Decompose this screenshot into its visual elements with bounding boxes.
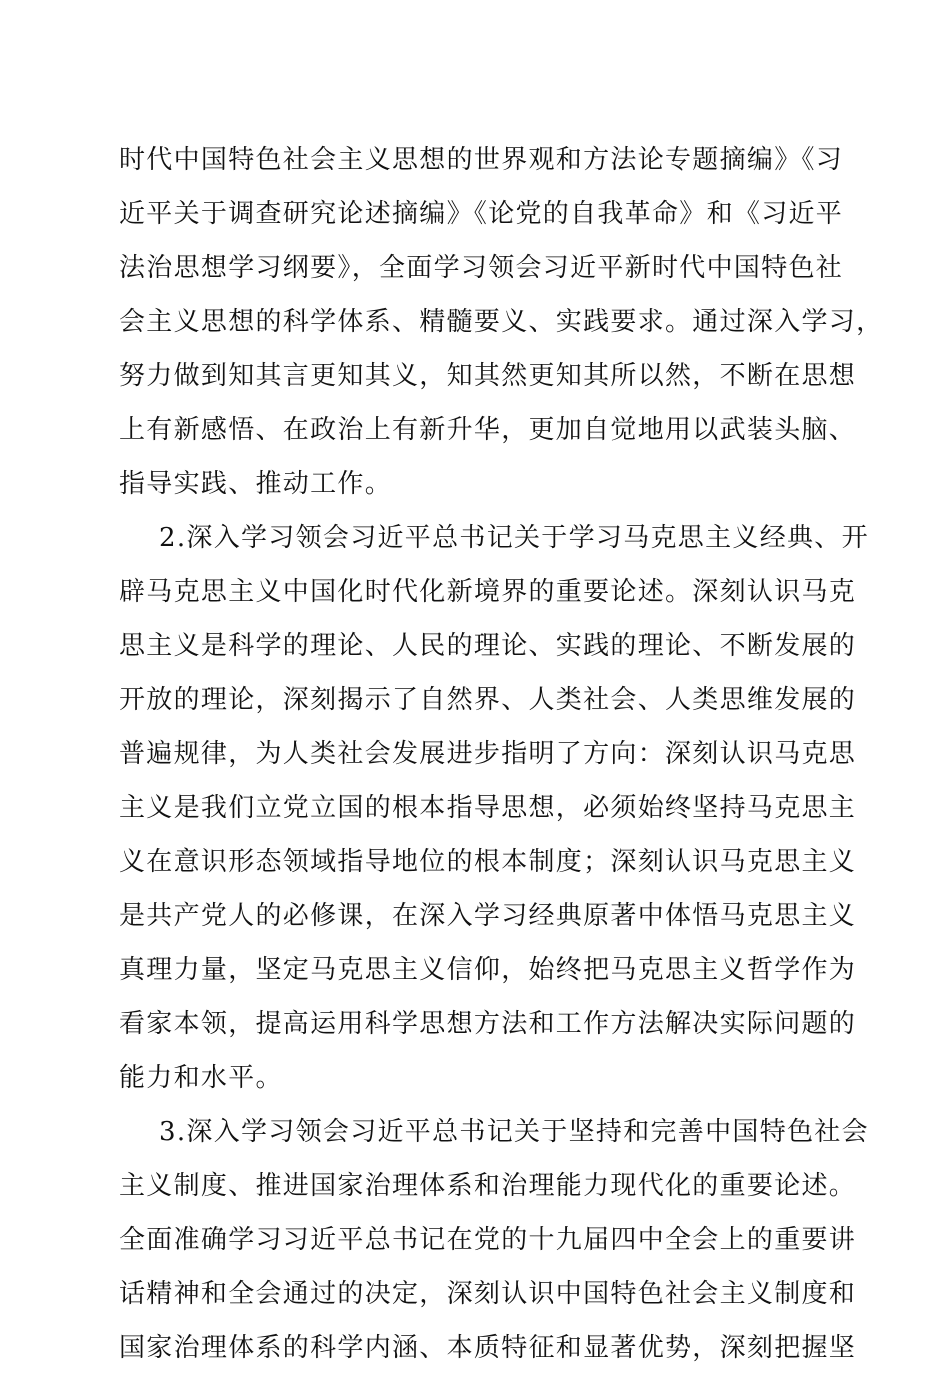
paragraph-3-start: 3.深入学习领会习近平总书记关于坚持和完善中国特色社会 — [159, 1117, 869, 1147]
text-line: 近平关于调查研究论述摘编》《论党的自我革命》和《习近平 — [119, 199, 844, 229]
text-line: 主义制度、推进国家治理体系和治理能力现代化的重要论述。 — [119, 1171, 857, 1201]
text-line: 辟马克思主义中国化时代化新境界的重要论述。深刻认识马克 — [119, 577, 857, 607]
text-line: 指导实践、推动工作。 — [119, 469, 393, 499]
text-line: 义在意识形态领域指导地位的根本制度；深刻认识马克思主义 — [119, 847, 857, 877]
text-line: 看家本领，提高运用科学思想方法和工作方法解决实际问题的 — [119, 1009, 857, 1039]
text-line: 国家治理体系的科学内涵、本质特征和显著优势，深刻把握坚 — [119, 1333, 857, 1363]
text-line: 话精神和全会通过的决定，深刻认识中国特色社会主义制度和 — [119, 1279, 857, 1309]
text-line: 思主义是科学的理论、人民的理论、实践的理论、不断发展的 — [119, 631, 857, 661]
text-line: 主义是我们立党立国的根本指导思想，必须始终坚持马克思主 — [119, 793, 857, 823]
body-text — [119, 133, 884, 1375]
text-line: 是共产党人的必修课，在深入学习经典原著中体悟马克思主义 — [119, 901, 857, 931]
text-line: 上有新感悟、在政治上有新升华，更加自觉地用以武装头脑、 — [119, 415, 857, 445]
paragraph-2-start: 2.深入学习领会习近平总书记关于学习马克思主义经典、开 — [159, 523, 869, 553]
text-line: 真理力量，坚定马克思主义信仰，始终把马克思主义哲学作为 — [119, 955, 857, 985]
text-line: 努力做到知其言更知其义，知其然更知其所以然，不断在思想 — [119, 361, 857, 391]
text-line: 开放的理论，深刻揭示了自然界、人类社会、人类思维发展的 — [119, 685, 857, 715]
text-line: 会主义思想的科学体系、精髓要义、实践要求。通过深入学习， — [119, 307, 884, 337]
text-line: 能力和水平。 — [119, 1063, 283, 1093]
text-line: 时代中国特色社会主义思想的世界观和方法论专题摘编》《习 — [119, 145, 844, 175]
text-line: 普遍规律，为人类社会发展进步指明了方向：深刻认识马克思 — [119, 739, 857, 769]
text-line: 全面准确学习习近平总书记在党的十九届四中全会上的重要讲 — [119, 1225, 857, 1255]
text-line: 法治思想学习纲要》，全面学习领会习近平新时代中国特色社 — [119, 253, 844, 283]
